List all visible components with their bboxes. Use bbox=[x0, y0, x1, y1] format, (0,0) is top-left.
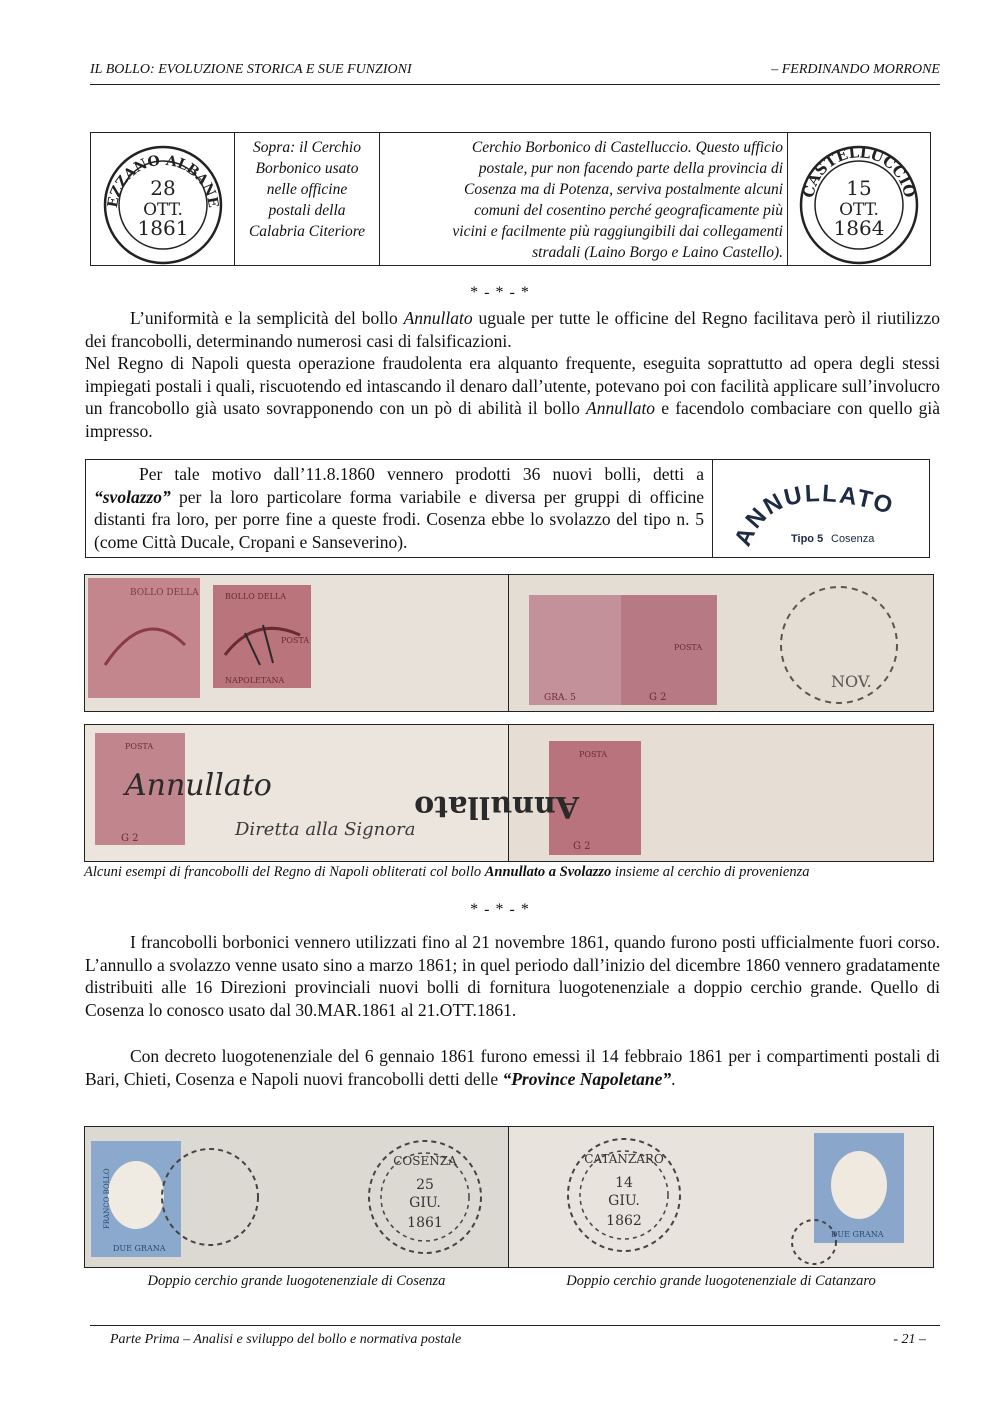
postmark-cosenza-town: COSENZA bbox=[393, 1154, 457, 1168]
annullato-tipo5-stamp bbox=[713, 460, 929, 557]
postmark-catanzaro-day: 14 bbox=[615, 1175, 633, 1191]
photo-two-rose-stamps bbox=[84, 574, 509, 712]
stamp-posta: POSTA bbox=[281, 636, 310, 645]
para2-em: Annullato bbox=[586, 398, 656, 418]
para1-suffix: uguale per tutte le officine del Regno facilitava però il riutilizzo dei francobolli, determinando numerosi casi di falsificazioni. bbox=[85, 308, 940, 351]
postmark-catanzaro-year: 1862 bbox=[606, 1213, 642, 1229]
stamp-right-year: 1864 bbox=[833, 216, 885, 240]
stamp-left-year: 1861 bbox=[137, 216, 189, 240]
annullato-inverted-illustration bbox=[414, 725, 933, 861]
footer-section: Parte Prima – Analisi e sviluppo del bollo e normativa postale bbox=[110, 1332, 462, 1347]
stamp-due-grana: DUE GRANA bbox=[113, 1244, 166, 1253]
postmark-cosenza-year: 1861 bbox=[407, 1215, 443, 1231]
stamp-cell-left bbox=[90, 132, 235, 266]
caption-svolazzo-post: insieme al cerchio di provenienza bbox=[611, 864, 810, 880]
photo-cosenza-blue-stamp bbox=[84, 1126, 509, 1268]
page-number: - 21 – bbox=[893, 1332, 926, 1347]
annullato-script-left: Annullato bbox=[125, 768, 272, 803]
caption-right-line: Cosenza ma di Potenza, serviva postalmente alcuni bbox=[464, 181, 783, 198]
box2-text-a: Per tale motivo dall’11.8.1860 vennero prodotti 36 nuovi bolli, detti a bbox=[139, 464, 704, 484]
caption-left-line: nelle officine bbox=[266, 181, 348, 198]
caption-svolazzo-strong: Annullato a Svolazzo bbox=[484, 864, 612, 880]
paragraph-regno-napoli bbox=[85, 352, 940, 442]
caption-left-line: Calabria Citeriore bbox=[248, 223, 366, 240]
stamp-value-g2-3: G 2 bbox=[573, 841, 591, 852]
stamp-bollo-della: BOLLO DELLA bbox=[130, 588, 199, 598]
page-header bbox=[90, 60, 940, 85]
paragraph-uniformita bbox=[85, 307, 940, 352]
box2-text-b: per la loro particolare forma variabile e diversa per gruppi di officine distanti fra loro, per porre fine a queste frodi. Cosenza ebbe lo svolazzo del tipo n. 5 (come Città Ducale, Cropani e Sanseverino). bbox=[94, 486, 704, 552]
stamp-left-day: 28 bbox=[150, 176, 176, 200]
box2-em: “svolazzo” bbox=[94, 486, 171, 507]
para4-suffix: . bbox=[671, 1068, 676, 1089]
caption-svolazzo-pre: Alcuni esempi di francobolli del Regno di Napoli obliterati col bollo bbox=[84, 864, 485, 880]
caption-right-line: comuni del cosentino perché geograficamente più bbox=[474, 202, 783, 219]
caption-left-line: postali della bbox=[268, 202, 346, 219]
stamp-left-town: EZZANO ALBANE bbox=[104, 152, 222, 209]
stamp-right-day: 15 bbox=[846, 176, 872, 200]
tipo-label: Tipo 5 bbox=[791, 533, 824, 545]
castelluccio-postmark bbox=[788, 133, 930, 265]
stamp-left-month: OTT. bbox=[143, 200, 183, 220]
section-separator: * - * - * bbox=[470, 284, 530, 301]
caption-right-line: postale, pur non facendo parte della provincia di bbox=[478, 160, 783, 177]
svolazzo-text-box bbox=[85, 459, 713, 558]
postmark-catanzaro-town: CATANZARO bbox=[584, 1152, 664, 1166]
cosenza-illustration bbox=[85, 1127, 508, 1267]
caption-right-line: Cerchio Borbonico di Castelluccio. Questo ufficio bbox=[471, 139, 783, 156]
caption-cerchio-borbonico bbox=[234, 132, 380, 266]
paragraph-decreto bbox=[85, 1045, 940, 1090]
rose-stamps-illustration bbox=[85, 575, 508, 711]
stamp-posta-4: POSTA bbox=[579, 750, 608, 759]
postmark-cosenza-month: GIU. bbox=[409, 1195, 441, 1211]
caption-svolazzo-examples bbox=[84, 864, 944, 881]
tipo-place: Cosenza bbox=[831, 533, 875, 545]
annullato-word: ANNULLATO bbox=[729, 479, 898, 551]
page-footer bbox=[90, 1325, 940, 1347]
stamp-right-month: OTT. bbox=[839, 200, 879, 220]
para4-em: “Province Napoletane” bbox=[502, 1068, 672, 1089]
stamp-value-g2: G 2 bbox=[649, 692, 667, 703]
stamp-right-town: CASTELLUCCIO bbox=[799, 143, 919, 200]
handwriting-diretta: Diretta alla Signora bbox=[235, 819, 416, 840]
photo-annullato-inverted bbox=[414, 724, 934, 862]
caption-right-line: vicini e facilmente più raggiungibili dai collegamenti bbox=[452, 223, 783, 240]
header-author: – FERDINANDO MORRONE bbox=[771, 62, 940, 77]
para1-prefix: L’uniformità e la semplicità del bollo bbox=[130, 308, 404, 328]
postmark-nov: NOV. bbox=[831, 672, 872, 691]
stamp-gra5: GRA. 5 bbox=[544, 693, 576, 703]
svolazzo-stamp-box bbox=[712, 459, 930, 558]
stamp-franco-bollo: FRANCO BOLLO bbox=[103, 1168, 111, 1229]
stamp-posta-2: POSTA bbox=[674, 643, 703, 652]
caption-castelluccio bbox=[379, 132, 788, 266]
caption-left-line: Sopra: il Cerchio bbox=[253, 139, 361, 156]
para2-text: Nel Regno di Napoli questa operazione fraudolenta era alquanto frequente, eseguita soprattutto ad opera degli stessi impiegati postali i quali, riscuotendo ed intascando il denaro dall’utente, potevano poi con facilità applicare sull’involucro un francobollo già usato sovrapponendo con un pò di abilità il bollo bbox=[85, 353, 940, 418]
caption-cosenza: Doppio cerchio grande luogotenenziale di Cosenza bbox=[147, 1273, 446, 1289]
caption-catanzaro: Doppio cerchio grande luogotenenziale di Catanzaro bbox=[566, 1273, 876, 1289]
photo-catanzaro-blue-stamp bbox=[508, 1126, 934, 1268]
caption-left-line: Borbonico usato bbox=[255, 160, 359, 177]
rose-stamp-postmark-illustration bbox=[509, 575, 933, 711]
catanzaro-illustration bbox=[509, 1127, 933, 1267]
section-separator-2: * - * - * bbox=[470, 901, 530, 918]
stamp-napoletana: NAPOLETANA bbox=[225, 676, 285, 685]
annullato-script-right: Annullato bbox=[414, 789, 579, 824]
stamp-cell-right bbox=[787, 132, 931, 266]
para1-em: Annullato bbox=[403, 308, 473, 328]
postmark-catanzaro-month: GIU. bbox=[608, 1193, 640, 1209]
header-title: IL BOLLO: EVOLUZIONE STORICA E SUE FUNZIONI bbox=[90, 62, 412, 77]
caption-right-line: stradali (Laino Borgo e Laino Castello). bbox=[532, 244, 783, 261]
postmark-cosenza-day: 25 bbox=[416, 1177, 434, 1193]
spezzano-albanese-postmark bbox=[91, 133, 234, 265]
stamp-due-grana-2: DUE GRANA bbox=[831, 1230, 884, 1239]
stamp-value-g2-2: G 2 bbox=[121, 833, 139, 844]
para2-suffix: e facendolo combaciare con quello già impresso. bbox=[85, 398, 940, 441]
para4-text: Con decreto luogotenenziale del 6 gennaio 1861 furono emessi il 14 febbraio 1861 per i compartimenti postali di Bari, Chieti, Cosenza e Napoli nuovi francobolli detti delle bbox=[85, 1046, 940, 1089]
stamp-bollo-della-2: BOLLO DELLA bbox=[225, 592, 286, 601]
photo-rose-stamp-postmark bbox=[508, 574, 934, 712]
stamp-posta-3: POSTA bbox=[125, 742, 154, 751]
paragraph-francobolli-borbonici: I francobolli borbonici vennero utilizzati fino al 21 novembre 1861, quando furono posti ufficialmente fuori corso. L’annullo a svolazzo venne usato sino a marzo 1861; in quel periodo dall’inizio del dicembre 1860 vennero gradatamente distribuiti alle 16 Direzioni provinciali nuovi bolli di fornitura luogotenenziale a doppio cerchio grande. Quello di Cosenza lo conosco usato dal 30.MAR.1861 al 21.OTT.1861. bbox=[85, 932, 940, 1020]
